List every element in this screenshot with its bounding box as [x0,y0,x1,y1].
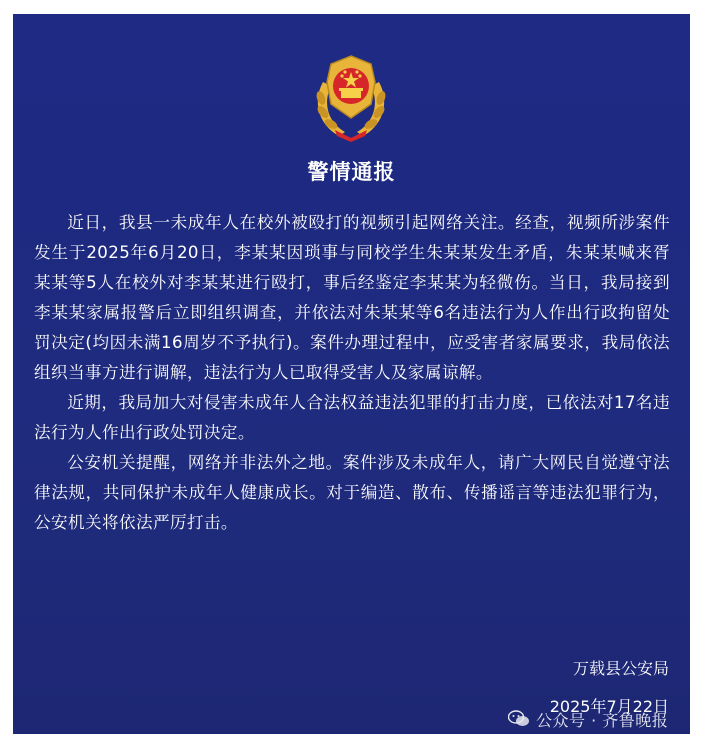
watermark-text: 公众号 · 齐鲁晚报 [536,710,669,730]
notice-body [34,208,670,538]
police-emblem-icon [309,52,393,144]
wechat-icon [508,710,530,728]
issue-date: 2025年7月22日 [549,697,669,716]
paragraph-incident: 近日，我县一未成年人在校外被殴打的视频引起网络关注。经查，视频所涉案件发生于2025年6月20日，李某某因琐事与同校学生朱某某发生矛盾，朱某某喊来胥某某等5人在校外对李某某进行殴打，事后经鉴定李某某为轻微伤。当日，我局接到李某某家属报警后立即组织调查，并依法对朱某某等6名违法行为人作出行政拘留处罚决定(均因未满16周岁不予执行)。案件办理过程中，应受害者家属要求，我局依法组织当事方进行调解，违法行为人已取得受害人及家属谅解。 [34,213,670,382]
notice-title: 警情通报 [307,160,396,184]
paragraph-crackdown: 近期，我局加大对侵害未成年人合法权益违法犯罪的打击力度，已依法对17名违法行为人作出行政处罚决定。 [34,393,670,442]
notice-panel [13,14,690,734]
issuer: 万载县公安局 [572,659,669,678]
wechat-watermark [508,708,668,730]
paragraph-reminder: 公安机关提醒，网络并非法外之地。案件涉及未成年人，请广大网民自觉遵守法律法规，共同保护未成年人健康成长。对于编造、散布、传播谣言等违法犯罪行为，公安机关将依法严厉打击。 [34,453,670,532]
